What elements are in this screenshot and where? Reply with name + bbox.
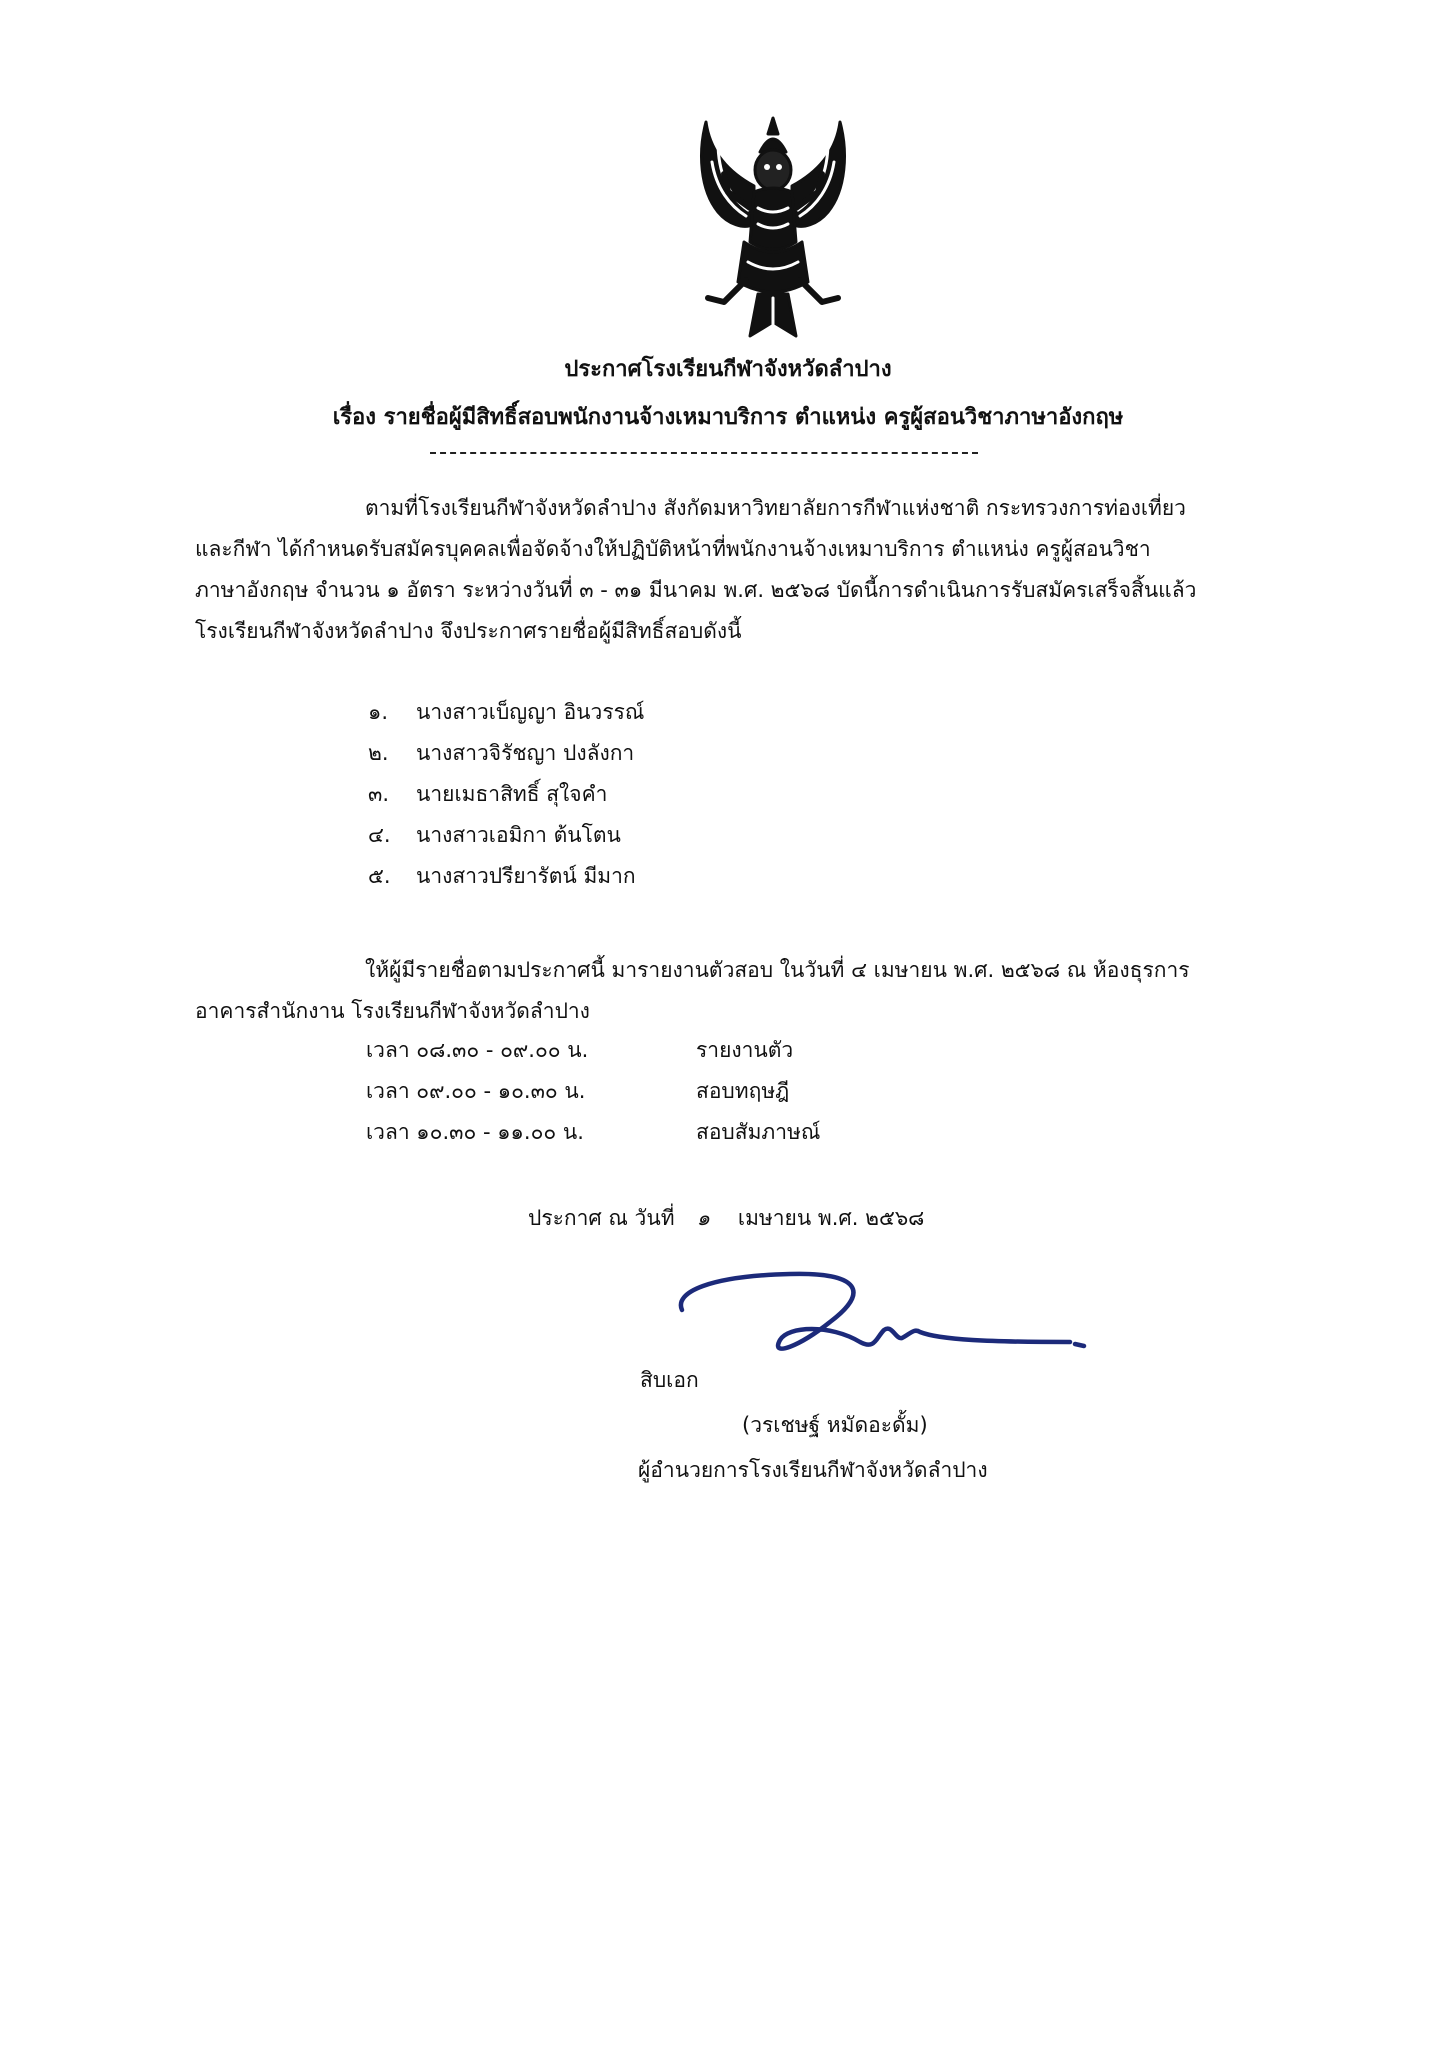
paragraph-line: ภาษาอังกฤษ จำนวน ๑ อัตรา ระหว่างวันที่ ๓ - ๓๑ มีนาคม พ.ศ. ๒๕๖๘ บัดนี้การดำเนินการรับสมัครเสร็จสิ้นแล้ว xyxy=(195,578,1197,602)
intro-paragraph xyxy=(195,488,1305,652)
candidate-name: นางสาวปรียารัตน์ มีมาก xyxy=(416,864,636,888)
date-month-year: เมษายน พ.ศ. ๒๕๖๘ xyxy=(737,1206,925,1230)
paragraph-line: ให้ผู้มีรายชื่อตามประกาศนี้ มารายงานตัวสอบ ในวันที่ ๔ เมษายน พ.ศ. ๒๕๖๘ ณ ห้องธุรการ xyxy=(365,958,1190,982)
item-number: ๒. xyxy=(368,741,389,765)
schedule-row xyxy=(366,1071,820,1112)
item-number: ๑. xyxy=(368,700,389,724)
candidate-name: นายเมธาสิทธิ์ สุใจคำ xyxy=(416,782,608,806)
paragraph-line: อาคารสำนักงาน โรงเรียนกีฬาจังหวัดลำปาง xyxy=(195,999,590,1023)
signer-position: ผู้อำนวยการโรงเรียนกีฬาจังหวัดลำปาง xyxy=(638,1458,988,1482)
candidate-list xyxy=(368,692,644,897)
list-item xyxy=(368,774,644,815)
date-prefix: ประกาศ ณ วันที่ xyxy=(528,1206,675,1230)
schedule-row xyxy=(366,1030,820,1071)
signer-name: (วรเชษฐ์ หมัดอะดั้ม) xyxy=(742,1413,928,1437)
announcement-subject: เรื่อง รายชื่อผู้มีสิทธิ์สอบพนักงานจ้างเหมาบริการ ตำแหน่ง ครูผู้สอนวิชาภาษาอังกฤษ xyxy=(332,405,1124,430)
schedule-time: เวลา ๐๘.๓๐ - ๐๙.๐๐ น. xyxy=(366,1038,589,1062)
schedule-time: เวลา ๐๙.๐๐ - ๑๐.๓๐ น. xyxy=(366,1079,586,1103)
paragraph-line: ตามที่โรงเรียนกีฬาจังหวัดลำปาง สังกัดมหาวิทยาลัยการกีฬาแห่งชาติ กระทรวงการท่องเที่ยว xyxy=(365,496,1186,520)
item-number: ๕. xyxy=(368,864,391,888)
candidate-name: นางสาวเอมิกา ต้นโตน xyxy=(416,823,621,847)
schedule-activity: รายงานตัว xyxy=(696,1038,794,1062)
schedule-time: เวลา ๑๐.๓๐ - ๑๑.๐๐ น. xyxy=(366,1120,584,1144)
item-number: ๓. xyxy=(368,782,390,806)
candidate-name: นางสาวจิรัชญา ปงลังกา xyxy=(416,741,635,765)
list-item xyxy=(368,856,644,897)
schedule-activity: สอบสัมภาษณ์ xyxy=(696,1120,821,1144)
paragraph-line: และกีฬา ได้กำหนดรับสมัครบุคคลเพื่อจัดจ้างให้ปฏิบัติหน้าที่พนักงานจ้างเหมาบริการ ตำแหน่ง ครูผู้สอนวิชา xyxy=(195,537,1151,561)
date-day: ๑ xyxy=(696,1206,710,1230)
title-divider xyxy=(430,452,978,454)
list-item xyxy=(368,733,644,774)
item-number: ๔. xyxy=(368,823,391,847)
garuda-emblem-icon xyxy=(688,112,858,344)
announcement-title: ประกาศโรงเรียนกีฬาจังหวัดลำปาง xyxy=(564,357,892,382)
paragraph-line: โรงเรียนกีฬาจังหวัดลำปาง จึงประกาศรายชื่อผู้มีสิทธิ์สอบดังนี้ xyxy=(195,619,742,643)
signer-rank: สิบเอก xyxy=(640,1368,699,1392)
exam-schedule xyxy=(366,1030,820,1153)
schedule-row xyxy=(366,1112,820,1153)
list-item xyxy=(368,815,644,856)
list-item xyxy=(368,692,644,733)
schedule-activity: สอบทฤษฎี xyxy=(696,1079,790,1103)
announcement-date xyxy=(528,1203,924,1233)
report-paragraph xyxy=(195,950,1305,1032)
candidate-name: นางสาวเบ็ญญา อินวรรณ์ xyxy=(416,700,645,724)
handwritten-signature xyxy=(670,1262,1090,1372)
